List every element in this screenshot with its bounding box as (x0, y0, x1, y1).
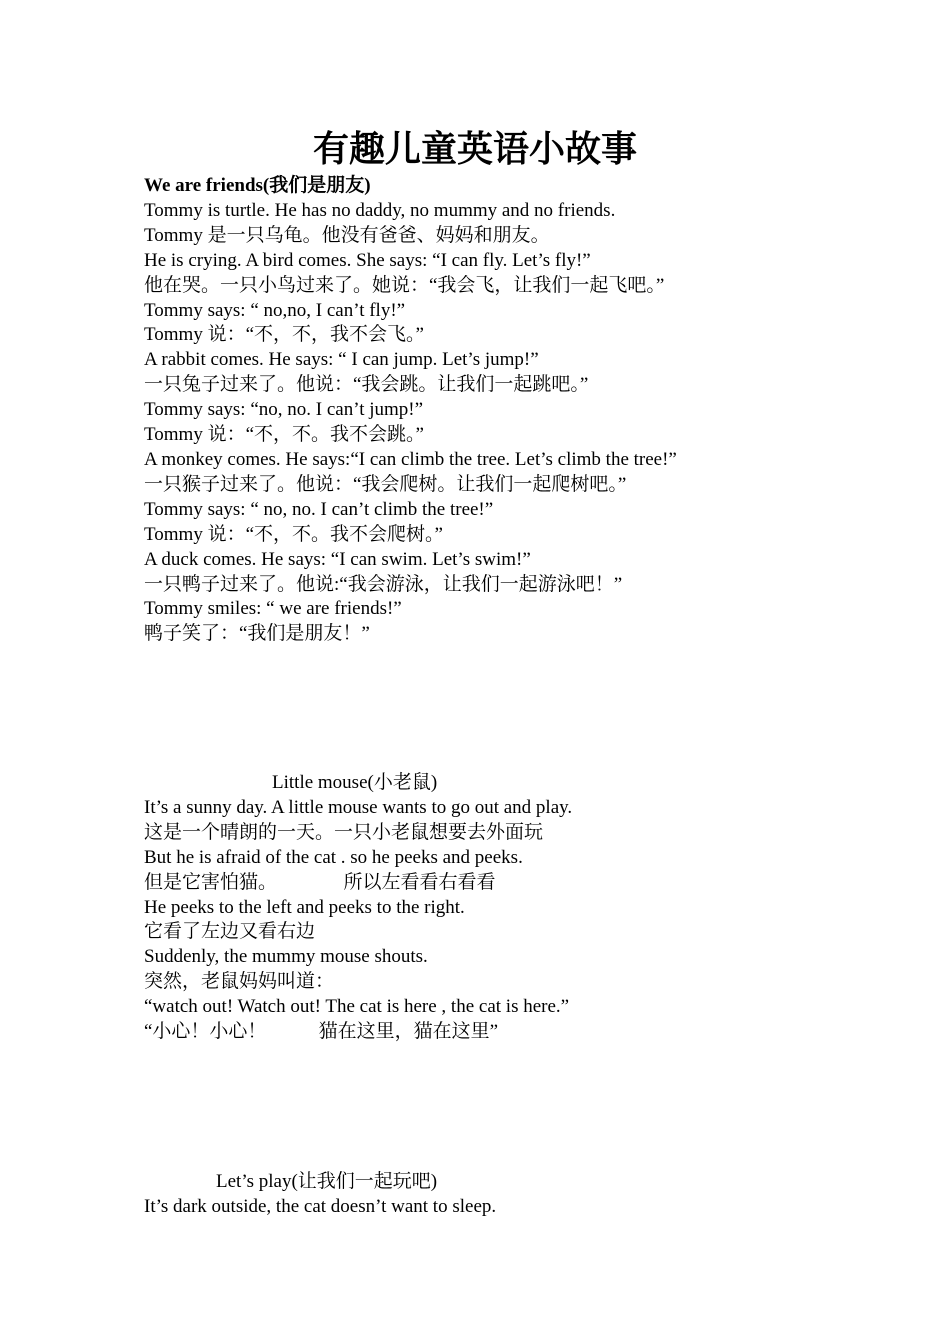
story-heading: Little mouse(小老鼠) (272, 772, 438, 793)
story-line: Suddenly, the mummy mouse shouts. (144, 946, 428, 968)
story-line: Tommy 说：“不，不。我不会爬树。” (144, 523, 443, 545)
story-line: 它看了左边又看右边 (144, 921, 316, 943)
story-we-are-friends (144, 174, 844, 647)
story-line: It’s dark outside, the cat doesn’t want to sleep. (144, 1195, 497, 1217)
story-line: But he is afraid of the cat . so he peeks and peeks. (144, 846, 523, 868)
story-line: Tommy is turtle. He has no daddy, no mummy and no friends. (144, 199, 616, 221)
story-line: Tommy says: “ no,no, I can’t fly!” (144, 299, 406, 321)
story-line: 这是一个晴朗的一天。一只小老鼠想要去外面玩 (144, 821, 544, 843)
story-line: Tommy 说：“不，不，我不会飞。” (144, 324, 424, 346)
story-line: A duck comes. He says: “I can swim. Let’s swim!” (144, 548, 531, 570)
story-lets-play (144, 1170, 844, 1220)
story-little-mouse (144, 771, 844, 1045)
story-line: Tommy smiles: “ we are friends!” (144, 598, 402, 620)
story-heading: Let’s play(让我们一起玩吧) (216, 1171, 438, 1192)
story-line: Tommy 是一只乌龟。他没有爸爸、妈妈和朋友。 (144, 224, 550, 246)
story-line: 他在哭。一只小鸟过来了。她说：“我会飞，让我们一起飞吧。” (144, 274, 665, 296)
story-line: 一只猴子过来了。他说：“我会爬树。让我们一起爬树吧。” (144, 473, 627, 495)
story-line: 但是它害怕猫。 所以左看看右看看 (144, 871, 496, 893)
story-line: A rabbit comes. He says: “ I can jump. Let’s jump!” (144, 349, 539, 371)
story-line: He is crying. A bird comes. She says: “I can fly. Let’s fly!” (144, 249, 591, 271)
document-title: 有趣儿童英语小故事 (312, 129, 637, 170)
story-line: A monkey comes. He says:“I can climb the tree. Let’s climb the tree!” (144, 448, 677, 470)
story-line: It’s a sunny day. A little mouse wants to go out and play. (144, 796, 573, 818)
story-line: “小心！小心！ 猫在这里，猫在这里” (144, 1021, 499, 1043)
story-line: He peeks to the left and peeks to the right. (144, 896, 465, 918)
story-line: Tommy says: “ no, no. I can’t climb the tree!” (144, 498, 494, 520)
story-line: 鸭子笑了：“我们是朋友！” (144, 623, 370, 645)
story-line: Tommy 说：“不，不。我不会跳。” (144, 424, 424, 446)
story-line: Tommy says: “no, no. I can’t jump!” (144, 399, 424, 421)
story-line: 一只兔子过来了。他说：“我会跳。让我们一起跳吧。” (144, 374, 589, 396)
story-line: 突然，老鼠妈妈叫道： (144, 971, 335, 993)
story-heading: We are friends(我们是朋友) (144, 175, 371, 196)
story-line: 一只鸭子过来了。他说:“我会游泳，让我们一起游泳吧！” (144, 573, 623, 595)
story-line: “watch out! Watch out! The cat is here , the cat is here.” (144, 996, 570, 1018)
